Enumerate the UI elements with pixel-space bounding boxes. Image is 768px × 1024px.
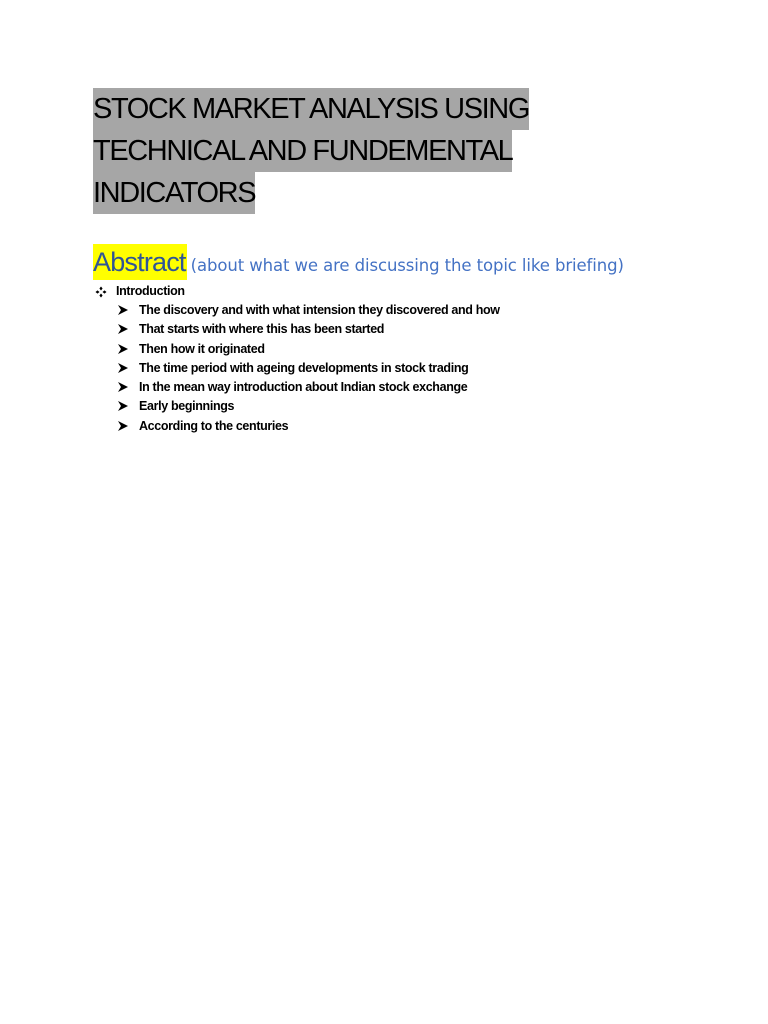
outline-subitem-label: Early beginnings [139,399,235,414]
outline-subitem-label: In the mean way introduction about Indian stock exchange [139,380,468,395]
outline-subitem-label: The time period with ageing developments in stock trading [139,360,469,375]
outline-item-label: Introduction [116,284,185,298]
title-line-3: INDICATORS [93,172,255,214]
title-line-1: STOCK MARKET ANALYSIS USING [93,88,529,130]
outline-subitem-label: Then how it originated [139,341,265,356]
outline-subitem-label: The discovery and with what intension they discovered and how [139,303,500,317]
title-line-2: TECHNICAL AND FUNDEMENTAL [93,130,512,172]
abstract-heading: Abstract [93,244,187,280]
outline-subitem-label: That starts with where this has been started [139,322,385,337]
outline-subitem-label: According to the centuries [139,418,289,433]
document-title [93,88,563,214]
abstract-heading-row [93,244,624,284]
abstract-note: (about what we are discussing the topic like briefing) [190,256,624,275]
